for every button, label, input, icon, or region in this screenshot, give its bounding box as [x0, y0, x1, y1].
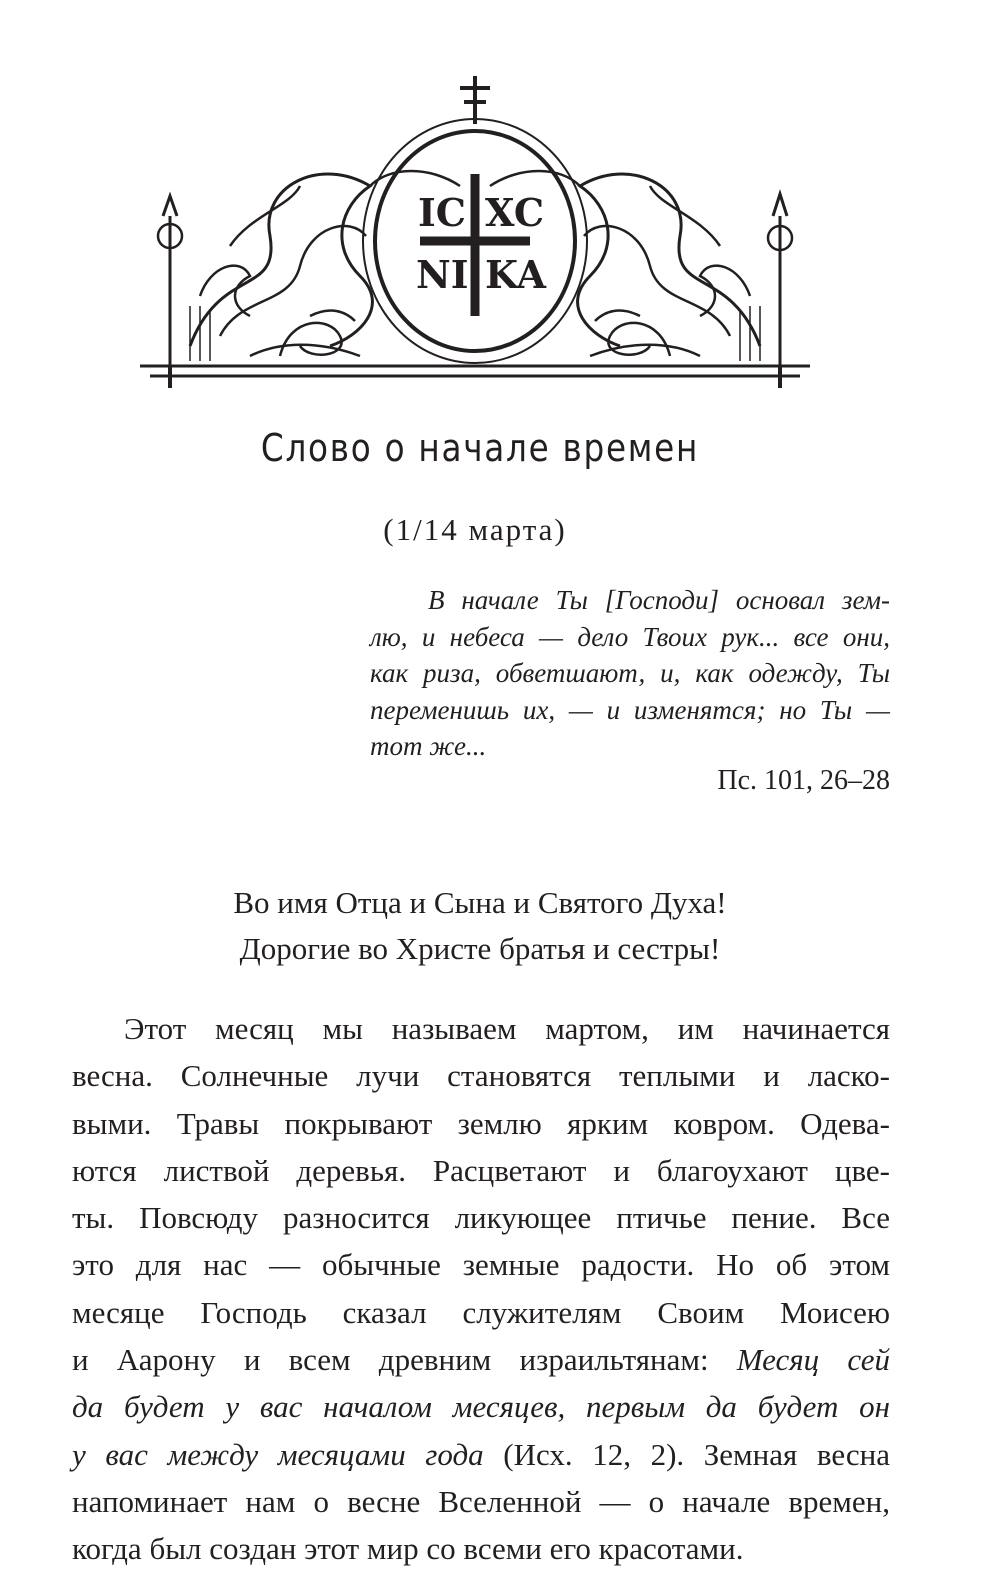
- body-line: весна. Солнечные лучи становятся теплыми и ласко-: [72, 1058, 890, 1094]
- page-title: Слово о начале времен: [260, 426, 700, 470]
- body-line: [72, 1336, 890, 1383]
- scripture-quote-line: да будет у вас началом месяцев, первым да будет он: [72, 1389, 890, 1425]
- epigraph-reference: Пс. 101, 26–28: [717, 765, 890, 796]
- monogram-ni: NI: [416, 252, 469, 297]
- body-segment: (Исх. 12, 2). Земная весна: [483, 1436, 890, 1472]
- header-ornament: [130, 66, 820, 406]
- epigraph-line: В начале Ты [Господи] основал зем-: [428, 585, 890, 615]
- body-line: это для нас — обычные земные радости. Но об этом: [72, 1247, 890, 1283]
- body-text: [72, 1005, 890, 1573]
- date-subtitle: (1/14 марта): [383, 512, 567, 547]
- body-line: ются листвой деревья. Расцветают и благоухают цве-: [72, 1152, 890, 1188]
- body-line: [72, 1431, 890, 1478]
- epigraph-line: переменишь их, — и изменятся; но Ты —: [370, 694, 890, 725]
- scripture-quote: у вас между месяцами года: [72, 1436, 484, 1472]
- monogram-ic: IC: [418, 190, 467, 235]
- body-line: Этот месяц мы называем мартом, им начинается: [124, 1011, 890, 1046]
- epigraph-line: как риза, обветшают, и, как одежду, Ты: [370, 658, 890, 688]
- greeting: [0, 880, 960, 972]
- body-line: месяце Господь сказал служителям Своим Моисею: [72, 1294, 890, 1330]
- epigraph-line: лю, и небеса — дело Твоих рук... все они,: [370, 621, 890, 652]
- body-segment: и Аарону и всем древним израильтянам:: [72, 1342, 737, 1378]
- monogram-xc: XC: [485, 190, 545, 235]
- body-line: напоминает нам о весне Вселенной — о начале времен,: [72, 1483, 890, 1519]
- scripture-quote: Месяц сей: [736, 1342, 891, 1378]
- greeting-line: Дорогие во Христе братья и сестры!: [239, 931, 721, 966]
- greeting-line: Во имя Отца и Сына и Святого Духа!: [233, 885, 727, 920]
- monogram-ka: KA: [485, 252, 546, 297]
- body-line: когда был создан этот мир со всеми его красотами.: [72, 1531, 744, 1567]
- body-line: выми. Травы покрывают землю ярким ковром. Одева-: [72, 1105, 890, 1141]
- body-line: ты. Повсюду разносится ликующее птичье пение. Все: [72, 1200, 890, 1236]
- epigraph-line: тот же...: [370, 731, 487, 761]
- epigraph: [370, 582, 890, 765]
